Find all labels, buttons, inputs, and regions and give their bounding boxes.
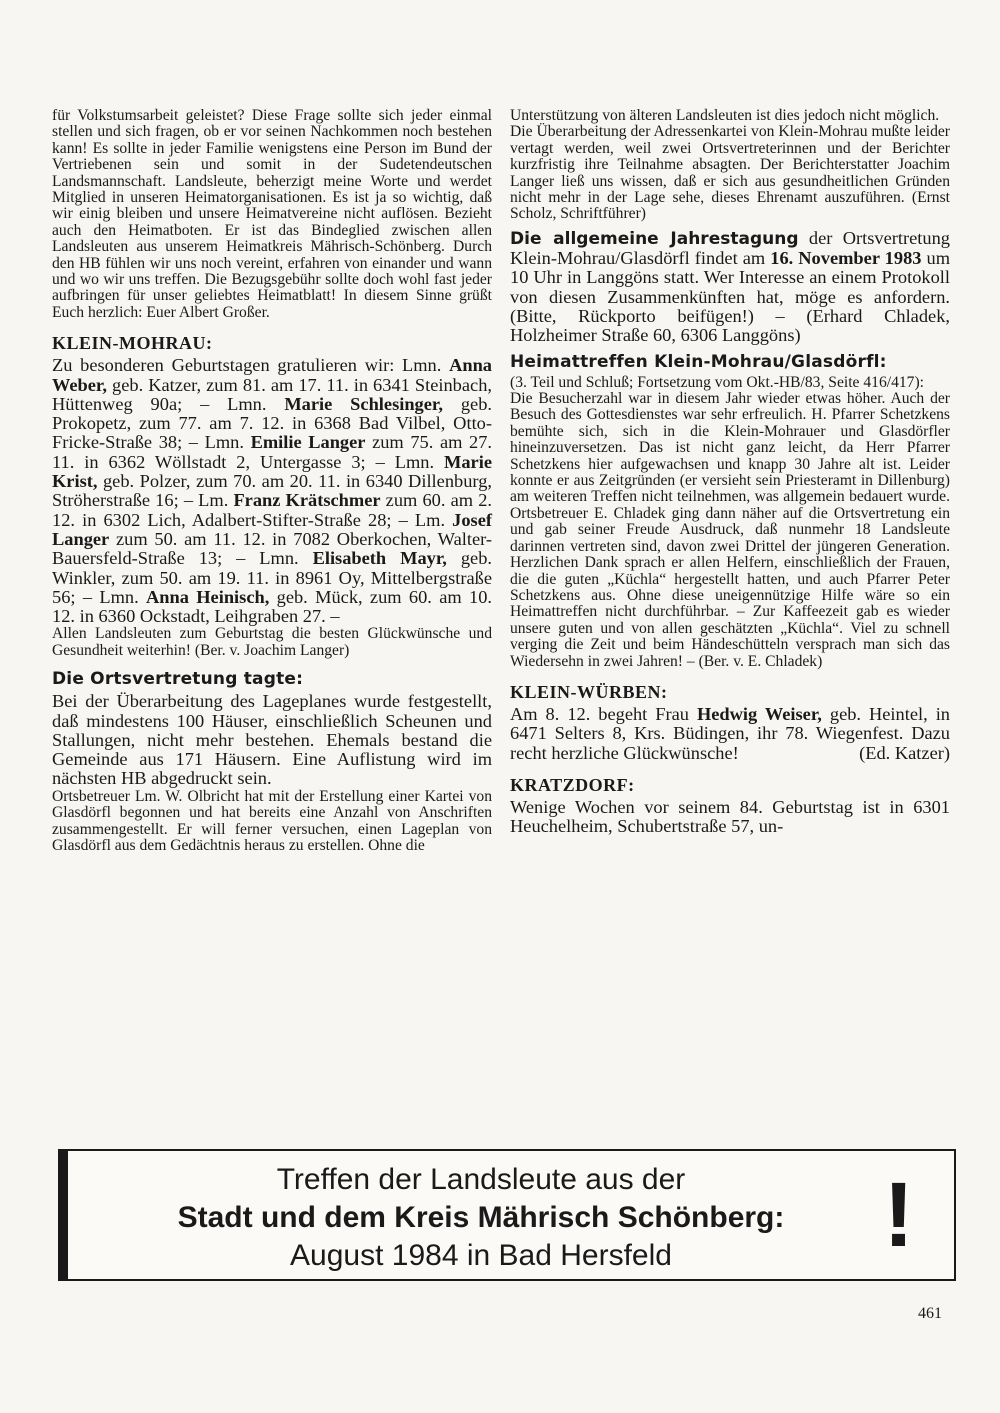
adressenkartei-paragraph: Die Überarbeitung der Adressenkartei von Klein-Mohrau mußte leider vertagt werden, weil zwei Ortsvertreterinnen und der Berichter kurzfristig ihre Teilnahme absagten. Der Berichterstatter Joachim Langer ließ uns wissen, daß er sich aus gesundheitlichen Gründen nicht mehr in der Lage sehe, dieses Ehrenamt auszuführen. (Ernst Scholz, Schriftführer) — [510, 123, 950, 223]
birthday-list: Zu besonderen Geburtstagen gratulieren wir: Lmn. Anna Weber, geb. Katzer, zum 81. am 17. 11. in 6341 Steinbach, Hüttenweg 90a; – Lmn. Marie Schlesinger, geb. Prokopetz, zum 77. am 7. 12. in 6368 Bad Vilbel, Otto-Fricke-Straße 38; – Lmn. Emilie Langer zum 75. am 27. 11. in 6362 Wöllstadt 2, Untergasse 3; – Lmn. Marie Krist, geb. Polzer, zum 70. am 20. 11. in 6340 Dillenburg, Ströherstraße 16; – Lm. Franz Krätschmer zum 60. am 2. 12. in 6302 Lich, Adalbert-Stifter-Straße 28; – Lm. Josef Langer zum 50. am 11. 12. in 7082 Oberkochen, Walter-Bauersfeld-Straße 13; – Lmn. Elisabeth Mayr, geb. Winkler, zum 50. am 19. 11. in 8961 Oy, Mittelbergstraße 56; – Lmn. Anna Heinisch, geb. Mück, zum 60. am 10. 12. in 6360 Ockstadt, Leihgraben 27. – — [52, 355, 493, 627]
intro-paragraph: für Volkstumsarbeit geleistet? Diese Frage sollte sich jeder einmal stellen und sich fragen, ob er vor seinen Nachkommen noch bestehen kann! Es sollte in jeder Familie wenigstens eine Person im Bund der Vertriebenen sein und somit in der Sudetendeutschen Landsmannschaft. Landsleute, beherzigt meine Worte und werdet Mitglied in unseren Heimatorganisationen. Es ist ja so wichtig, daß wir einig bleiben und unsere Heimatvereine nicht auflösen. Bezieht auch den Heimatboten. Er ist das Bindeglied zwischen allen Landsleuten aus unserem Heimatkreis Mährisch-Schönberg. Durch den HB fühlen wir uns noch vereint, erfahren von einander und wann und wo wir uns treffen. Die Bezugsgebühr sollte doch wohl fast jeder aufbringen für unser geliebtes Heimatblatt! In diesem Sinne grüßt Euch herzlich: Euer Albert Großer. — [52, 107, 492, 321]
section-heading-kratzdorf: KRATZDORF: — [510, 774, 635, 795]
ortsvertretung-small-text: Ortsbetreuer Lm. W. Olbricht hat mit der Erstellung einer Kartei von Glasdörfl begonnen und hat bereits eine Anzahl von Anschriften zusammengestellt. Er will ferner versuchen, einen Lageplan von Glasdörfl aus dem Gedächtnis heraus zu erstellen. Ohne die — [52, 787, 492, 854]
kratzdorf-paragraph: Wenige Wochen vor seinem 84. Geburtstag ist in 6301 Heuchelheim, Schubertstraße 57, un- — [510, 796, 950, 837]
page-number: 461 — [918, 1305, 942, 1322]
ortsvertretung-large-text: Bei der Überarbeitung des Lageplanes wurde festgestellt, daß mindestens 100 Häuser, einschließlich Scheunen und Stallungen, nicht mehr bestehen. Ehemals bestand die Gemeinde aus 171 Häusern. Eine Auflistung wird im nächsten HB abgedruckt sein. — [52, 691, 492, 789]
left-column — [52, 108, 492, 854]
banner-text — [68, 1161, 894, 1275]
klein-wuerben-signature: (Ed. Katzer) — [859, 742, 950, 763]
section-heading-heimattreffen: Heimattreffen Klein-Mohrau/Glasdörfl: — [510, 351, 887, 372]
klein-wuerben-paragraph: Am 8. 12. begeht Frau Hedwig Weiser, geb. Heintel, in 6471 Selters 8, Krs. Büdingen, ihr 78. Wiegenfest. Dazu recht herzliche Glückwünsche! (Ed. Katzer) — [510, 703, 950, 763]
section-heading-ortsvertretung: Die Ortsvertretung tagte: — [52, 669, 304, 690]
section-heading-klein-wuerben: KLEIN-WÜRBEN: — [510, 681, 668, 702]
right-column — [510, 108, 950, 836]
birthday-closing: Allen Landsleuten zum Geburtstag die besten Glückwünsche und Gesundheit weiterhin! (Ber. v. Joachim Langer) — [52, 625, 492, 659]
exclamation-mark: ! — [883, 1164, 914, 1266]
jahrestagung-paragraph: Die allgemeine Jahrestagung der Ortsvertretung Klein-Mohrau/Glasdörfl findet am 16. November 1983 um 10 Uhr in Langgöns statt. Wer Interesse an einem Protokoll von diesen Zusammenkünften hat, möge es anfordern. (Bitte, Rückporto beifügen!) – (Erhard Chladek, Holzheimer Straße 60, 6306 Langgöns) — [510, 227, 951, 346]
section-heading-klein-mohrau: KLEIN-MOHRAU: — [52, 333, 213, 354]
banner-line-3: August 1984 in Bad Hersfeld — [290, 1239, 672, 1272]
banner-line-1: Treffen der Landsleute aus der — [276, 1163, 686, 1196]
banner-line-2: Stadt und dem Kreis Mährisch Schönberg: — [177, 1201, 785, 1234]
event-announcement-banner — [58, 1149, 956, 1281]
heimattreffen-subtitle: (3. Teil und Schluß; Fortsetzung vom Okt.-HB/83, Seite 416/417): — [510, 373, 924, 391]
continuation-paragraph: Unterstützung von älteren Landsleuten ist dies jedoch nicht möglich. — [510, 107, 940, 124]
heimattreffen-body: Die Besucherzahl war in diesem Jahr wieder etwas höher. Auch der Besuch des Gottesdienstes war sehr erfreulich. H. Pfarrer Schetzkens bemühte sich, sich in die Klein-Mohrauer und Glasdörfler hineinzuversetzen. Das ist nicht ganz leicht, da Herr Pfarrer Schetzkens hier aufgewachsen und knapp 30 Jahre alt ist. Leider konnte er aus Zeitgründen (er versieht sein Priesteramt in Dillenburg) am weiteren Treffen nicht teilnehmen, was allgemein bedauert wurde. Ortsbetreuer E. Chladek ging dann näher auf die Ortsvertretung ein und gab seiner Freude Ausdruck, daß nunmehr 18 Landsleute darinnen vertreten sind, davon zwei Drittel der jüngeren Generation. Herzlichen Dank sprach er allen Helfern, einschließlich der Frauen, die die guten „Küchla“ hergestellt hatten, und auch Pfarrer Peter Schetzkens aus. Ohne diese uneigennützige Hilfe wäre so ein Heimattreffen nicht durchführbar. – Zur Kaffeezeit gab es wieder unsere guten und von allen geschätzten „Küchla“. Viel zu schnell verging die Zeit und beim Händeschütteln versprach man sich das Wiedersehn in zwei Jahren! – (Ber. v. E. Chladek) — [510, 390, 950, 670]
